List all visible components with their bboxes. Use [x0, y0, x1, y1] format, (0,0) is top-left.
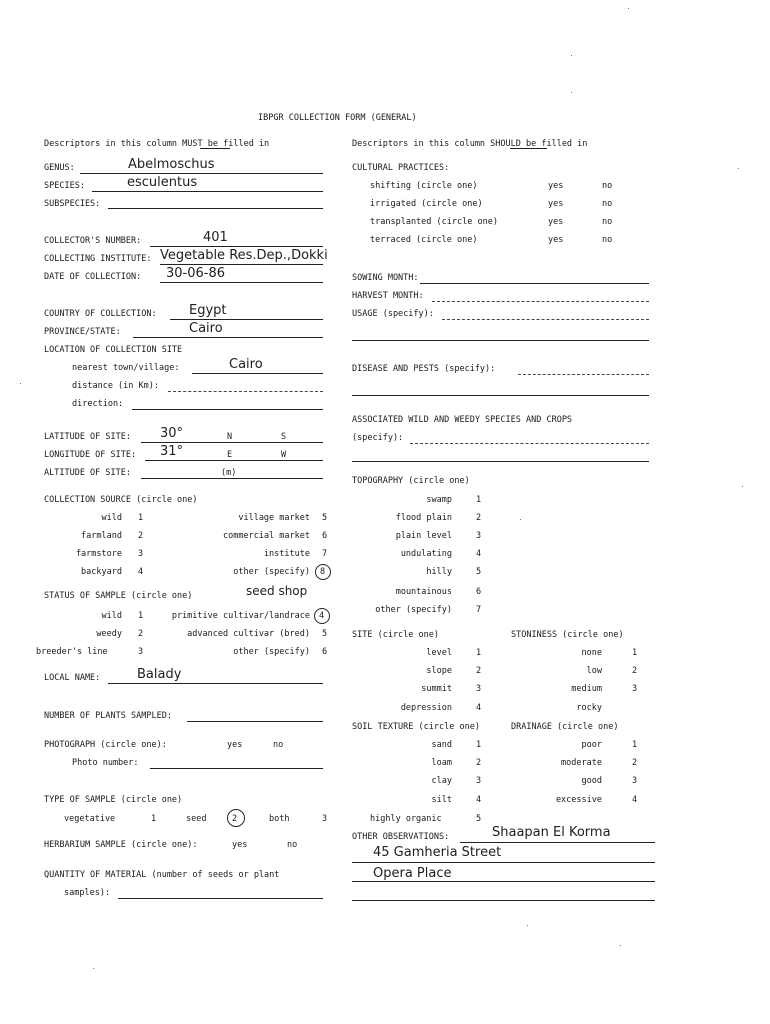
- topography-option-name: other (specify): [375, 605, 452, 615]
- source-option-num[interactable]: 6: [322, 531, 328, 541]
- topography-option-num[interactable]: 3: [476, 531, 482, 541]
- herbarium-label: HERBARIUM SAMPLE (circle one):: [44, 840, 198, 850]
- disease-line-2[interactable]: [352, 395, 649, 396]
- location-label: LOCATION OF COLLECTION SITE: [44, 345, 183, 355]
- collector-number-label: COLLECTOR'S NUMBER:: [44, 236, 142, 246]
- type-both: both: [269, 814, 290, 824]
- stoniness-option-num[interactable]: 1: [632, 648, 638, 658]
- associated-specify-label: (specify):: [352, 433, 404, 443]
- observations-rule-3: [352, 881, 655, 882]
- source-option-name: other (specify): [233, 567, 310, 577]
- species-line: [92, 191, 323, 192]
- subspecies-label: SUBSPECIES:: [44, 199, 101, 209]
- drainage-label: DRAINAGE (circle one): [511, 722, 619, 732]
- status-option-num[interactable]: 6: [322, 647, 328, 657]
- herbarium-no[interactable]: no: [287, 840, 298, 850]
- observations-rule-1: [460, 842, 655, 843]
- date-value[interactable]: 30-06-86: [166, 266, 226, 281]
- topography-option-name: mountainous: [395, 587, 452, 597]
- right-column-header: Descriptors in this column SHOULD be filled in: [352, 139, 588, 149]
- source-option-name: institute: [263, 549, 310, 559]
- observations-line-1[interactable]: Shaapan El Korma: [492, 825, 611, 840]
- associated-line[interactable]: [410, 443, 649, 444]
- soil-option-num[interactable]: 1: [476, 740, 482, 750]
- stoniness-option-name: low: [586, 666, 602, 676]
- date-line: [160, 282, 323, 283]
- soil-option-num[interactable]: 5: [476, 814, 482, 824]
- site-option-name: summit: [421, 684, 452, 694]
- site-option-num[interactable]: 3: [476, 684, 482, 694]
- drainage-option-name: good: [581, 776, 602, 786]
- status-option-name: breeder's line: [36, 647, 108, 657]
- type-vegetative: vegetative: [64, 814, 116, 824]
- longitude-value[interactable]: 31°: [160, 444, 184, 459]
- drainage-option-name: excessive: [555, 795, 602, 805]
- stoniness-option-num[interactable]: 3: [632, 684, 638, 694]
- topography-option-name: flood plain: [395, 513, 452, 523]
- practice-yes[interactable]: yes: [548, 181, 564, 191]
- quantity-label: QUANTITY OF MATERIAL (number of seeds or plant: [44, 870, 280, 880]
- subspecies-line[interactable]: [108, 208, 323, 209]
- soil-option-num[interactable]: 4: [476, 795, 482, 805]
- distance-line[interactable]: [168, 391, 323, 392]
- scan-speck: [738, 168, 739, 169]
- practice-name: transplanted (circle one): [370, 217, 498, 227]
- associated-label: ASSOCIATED WILD AND WEEDY SPECIES AND CROPS: [352, 415, 573, 425]
- form-title: IBPGR COLLECTION FORM (GENERAL): [258, 113, 417, 123]
- longitude-w: W: [281, 450, 287, 460]
- genus-value[interactable]: Abelmoschus: [128, 157, 215, 172]
- scan-speck: [520, 519, 521, 520]
- soil-option-name: clay: [431, 776, 452, 786]
- nearest-town-label: nearest town/village:: [72, 363, 180, 373]
- practice-name: shifting (circle one): [370, 181, 478, 191]
- practice-yes[interactable]: yes: [548, 235, 564, 245]
- source-option-num-selected[interactable]: 8: [320, 567, 326, 577]
- province-line: [133, 337, 323, 338]
- usage-line[interactable]: [442, 319, 649, 320]
- sowing-label: SOWING MONTH:: [352, 273, 419, 283]
- country-label: COUNTRY OF COLLECTION:: [44, 309, 157, 319]
- harvest-line[interactable]: [432, 301, 649, 302]
- status-option-name: advanced cultivar (bred): [187, 629, 310, 639]
- topography-option-num[interactable]: 1: [476, 495, 482, 505]
- quantity-label-continued: samples):: [64, 888, 111, 898]
- latitude-label: LATITUDE OF SITE:: [44, 432, 131, 442]
- scan-speck: [742, 486, 743, 487]
- site-label: SITE (circle one): [352, 630, 439, 640]
- observations-line-2[interactable]: 45 Gamheria Street: [373, 845, 502, 860]
- institute-line: [160, 264, 323, 265]
- cultural-practices-label: CULTURAL PRACTICES:: [352, 163, 450, 173]
- plants-sampled-line[interactable]: [187, 721, 323, 722]
- practice-yes[interactable]: yes: [548, 199, 564, 209]
- site-option-name: slope: [426, 666, 452, 676]
- drainage-option-num[interactable]: 4: [632, 795, 638, 805]
- status-option-name: weedy: [96, 629, 122, 639]
- topography-option-num[interactable]: 7: [476, 605, 482, 615]
- topography-option-name: swamp: [426, 495, 452, 505]
- observations-rule-2: [352, 862, 655, 863]
- herbarium-yes[interactable]: yes: [232, 840, 248, 850]
- status-option-name: other (specify): [233, 647, 310, 657]
- date-label: DATE OF COLLECTION:: [44, 272, 142, 282]
- practice-name: terraced (circle one): [370, 235, 478, 245]
- disease-line[interactable]: [518, 374, 649, 375]
- practice-no[interactable]: no: [602, 199, 613, 209]
- site-option-name: depression: [400, 703, 452, 713]
- longitude-label: LONGITUDE OF SITE:: [44, 450, 137, 460]
- sowing-line[interactable]: [420, 283, 649, 284]
- source-option-name: wild: [101, 513, 122, 523]
- status-option-name: wild: [101, 611, 122, 621]
- topography-option-num[interactable]: 4: [476, 549, 482, 559]
- topography-option-num[interactable]: 2: [476, 513, 482, 523]
- source-option-num[interactable]: 1: [138, 513, 144, 523]
- longitude-line: [145, 460, 323, 461]
- province-value[interactable]: Cairo: [189, 321, 223, 336]
- source-option-num[interactable]: 2: [138, 531, 144, 541]
- topography-option-num[interactable]: 5: [476, 567, 482, 577]
- selected-circle: [314, 608, 330, 624]
- source-option-name: farmland: [81, 531, 122, 541]
- scan-speck: [571, 92, 572, 93]
- observations-rule-4: [352, 900, 655, 901]
- scan-speck: [93, 968, 94, 969]
- site-option-num[interactable]: 1: [476, 648, 482, 658]
- status-label: STATUS OF SAMPLE (circle one): [44, 591, 193, 601]
- local-name-value[interactable]: Balady: [137, 667, 182, 682]
- drainage-option-num[interactable]: 3: [632, 776, 638, 786]
- drainage-option-name: poor: [581, 740, 602, 750]
- longitude-e: E: [227, 450, 233, 460]
- source-option-num[interactable]: 4: [138, 567, 144, 577]
- province-label: PROVINCE/STATE:: [44, 327, 121, 337]
- usage-line-2[interactable]: [352, 340, 649, 341]
- source-option-num[interactable]: 3: [138, 549, 144, 559]
- source-option-num[interactable]: 7: [322, 549, 328, 559]
- latitude-line: [141, 442, 323, 443]
- scan-speck: [20, 383, 21, 384]
- topography-label: TOPOGRAPHY (circle one): [352, 476, 470, 486]
- local-name-label: LOCAL NAME:: [44, 673, 101, 683]
- photo-number-line[interactable]: [150, 768, 323, 769]
- topography-option-name: plain level: [395, 531, 452, 541]
- site-option-num[interactable]: 4: [476, 703, 482, 713]
- soil-option-name: highly organic: [370, 814, 442, 824]
- species-label: SPECIES:: [44, 181, 85, 191]
- status-option-num[interactable]: 2: [138, 629, 144, 639]
- site-option-num[interactable]: 2: [476, 666, 482, 676]
- latitude-n: N: [227, 432, 233, 442]
- soil-option-name: sand: [431, 740, 452, 750]
- plants-sampled-label: NUMBER OF PLANTS SAMPLED:: [44, 711, 172, 721]
- should-underline: [510, 148, 547, 149]
- direction-label: direction:: [72, 399, 124, 409]
- type-seed-num-selected[interactable]: 2: [232, 814, 238, 824]
- source-label: COLLECTION SOURCE (circle one): [44, 495, 198, 505]
- direction-line[interactable]: [132, 409, 323, 410]
- scan-speck: [628, 8, 629, 9]
- topography-option-name: undulating: [400, 549, 452, 559]
- drainage-option-num[interactable]: 2: [632, 758, 638, 768]
- topography-option-num[interactable]: 6: [476, 587, 482, 597]
- soil-option-num[interactable]: 3: [476, 776, 482, 786]
- collector-number-value[interactable]: 401: [203, 230, 228, 245]
- quantity-line[interactable]: [118, 898, 323, 899]
- altitude-unit: (m): [221, 468, 237, 478]
- practice-yes[interactable]: yes: [548, 217, 564, 227]
- institute-label: COLLECTING INSTITUTE:: [44, 254, 152, 264]
- status-option-num-selected[interactable]: 4: [319, 611, 325, 621]
- photograph-no[interactable]: no: [273, 740, 284, 750]
- status-option-num[interactable]: 3: [138, 647, 144, 657]
- source-option-num[interactable]: 5: [322, 513, 328, 523]
- source-option-name: commercial market: [223, 531, 310, 541]
- source-specify-value[interactable]: seed shop: [246, 584, 308, 598]
- altitude-label: ALTITUDE OF SITE:: [44, 468, 131, 478]
- drainage-option-num[interactable]: 1: [632, 740, 638, 750]
- nearest-town-line: [192, 373, 323, 374]
- status-option-num[interactable]: 1: [138, 611, 144, 621]
- institute-value[interactable]: Vegetable Res.Dep.,Dokki: [160, 248, 328, 263]
- collector-number-line: [150, 246, 323, 247]
- altitude-line[interactable]: [141, 478, 323, 479]
- type-both-num[interactable]: 3: [322, 814, 328, 824]
- genus-line: [80, 173, 323, 174]
- topography-option-name: hilly: [426, 567, 452, 577]
- drainage-option-name: moderate: [561, 758, 602, 768]
- photo-number-label: Photo number:: [72, 758, 139, 768]
- stoniness-option-name: medium: [571, 684, 602, 694]
- left-column-header: Descriptors in this column MUST be filled in: [44, 139, 270, 149]
- stoniness-option-name: rocky: [576, 703, 602, 713]
- observations-line-3[interactable]: Opera Place: [373, 866, 452, 881]
- latitude-value[interactable]: 30°: [160, 426, 184, 441]
- country-line: [170, 319, 323, 320]
- nearest-town-value[interactable]: Cairo: [229, 357, 263, 372]
- practice-name: irrigated (circle one): [370, 199, 483, 209]
- source-option-name: village market: [238, 513, 310, 523]
- associated-line-2[interactable]: [352, 461, 649, 462]
- harvest-label: HARVEST MONTH:: [352, 291, 424, 301]
- distance-label: distance (in Km):: [72, 381, 159, 391]
- photograph-label: PHOTOGRAPH (circle one):: [44, 740, 167, 750]
- latitude-s: S: [281, 432, 287, 442]
- source-option-name: backyard: [81, 567, 122, 577]
- stoniness-label: STONINESS (circle one): [511, 630, 624, 640]
- selected-circle: [227, 809, 245, 827]
- type-vegetative-num[interactable]: 1: [151, 814, 157, 824]
- scan-speck: [527, 925, 528, 926]
- genus-label: GENUS:: [44, 163, 75, 173]
- practice-no[interactable]: no: [602, 217, 613, 227]
- photograph-yes[interactable]: yes: [227, 740, 243, 750]
- selected-circle: [315, 564, 331, 580]
- local-name-line: [108, 683, 323, 684]
- usage-label: USAGE (specify):: [352, 309, 434, 319]
- soil-option-num[interactable]: 2: [476, 758, 482, 768]
- scan-speck: [571, 55, 572, 56]
- type-label: TYPE OF SAMPLE (circle one): [44, 795, 183, 805]
- type-seed: seed: [186, 814, 207, 824]
- soil-option-name: silt: [431, 795, 452, 805]
- source-option-name: farmstore: [75, 549, 122, 559]
- country-value[interactable]: Egypt: [189, 303, 227, 318]
- disease-label: DISEASE AND PESTS (specify):: [352, 364, 496, 374]
- scan-speck: [620, 945, 621, 946]
- observations-label: OTHER OBSERVATIONS:: [352, 832, 450, 842]
- species-value[interactable]: esculentus: [127, 175, 198, 190]
- practice-no[interactable]: no: [602, 235, 613, 245]
- must-underline: [200, 148, 230, 149]
- practice-no[interactable]: no: [602, 181, 613, 191]
- status-option-name: primitive cultivar/landrace: [171, 611, 310, 621]
- stoniness-option-num[interactable]: 2: [632, 666, 638, 676]
- soil-texture-label: SOIL TEXTURE (circle one): [352, 722, 480, 732]
- status-option-num[interactable]: 5: [322, 629, 328, 639]
- site-option-name: level: [426, 648, 452, 658]
- soil-option-name: loam: [431, 758, 452, 768]
- stoniness-option-name: none: [581, 648, 602, 658]
